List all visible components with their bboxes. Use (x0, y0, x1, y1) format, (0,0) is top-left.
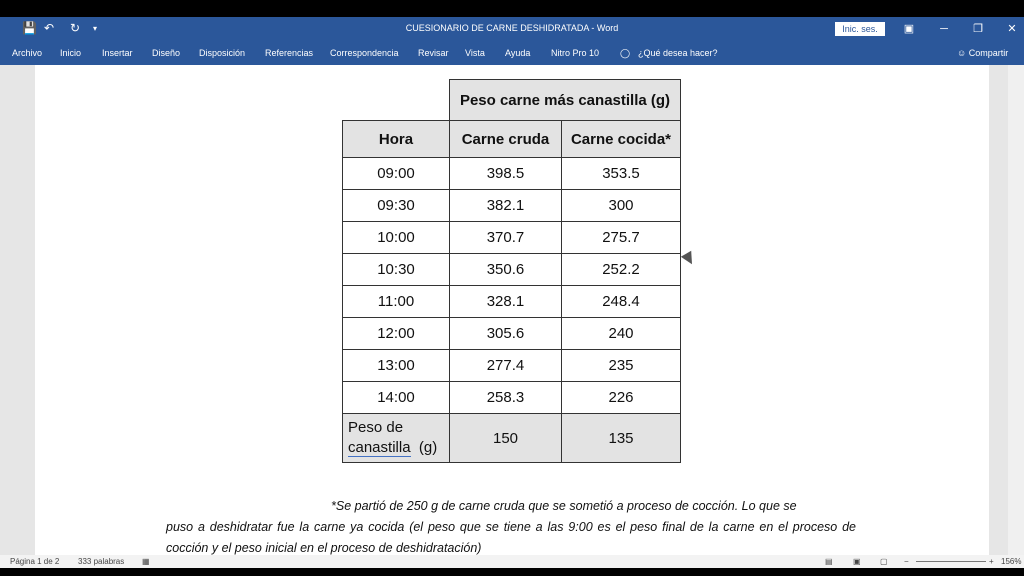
cell-hora: 09:00 (343, 158, 450, 190)
tell-me-search[interactable]: ¿Qué desea hacer? (638, 48, 718, 58)
cell-cruda: 398.5 (450, 158, 562, 190)
tab-insertar[interactable]: Insertar (102, 48, 133, 58)
cell-cocida: 252.2 (562, 254, 681, 286)
tab-correspondencia[interactable]: Correspondencia (330, 48, 399, 58)
cell-hora: 10:00 (343, 222, 450, 254)
cell-cruda: 258.3 (450, 382, 562, 414)
share-label: Compartir (968, 48, 1009, 58)
cell-hora: 11:00 (343, 286, 450, 318)
print-layout-icon[interactable]: ▣ (853, 557, 861, 566)
cell-cruda: 350.6 (450, 254, 562, 286)
footer-label-line1: Peso de (348, 419, 404, 436)
minimize-button[interactable]: ─ (940, 23, 948, 35)
tab-diseno[interactable]: Diseño (152, 48, 181, 58)
header-carne-cocida: Carne cocida* (562, 121, 681, 158)
web-layout-icon[interactable]: ▢ (880, 557, 888, 566)
document-title: CUESIONARIO DE CARNE DESHIDRATADA - Word (405, 23, 619, 33)
undo-icon[interactable]: ↶ (44, 21, 55, 35)
header-hora: Hora (343, 121, 450, 158)
data-table (342, 79, 681, 463)
cell-cruda: 305.6 (450, 318, 562, 350)
cell-hora: 12:00 (343, 318, 450, 350)
tab-ayuda[interactable]: Ayuda (505, 48, 531, 58)
letterbox-top (0, 0, 1024, 17)
tab-inicio[interactable]: Inicio (60, 48, 82, 58)
cell-cocida: 353.5 (562, 158, 681, 190)
table-row (343, 286, 681, 318)
cell-hora: 09:30 (343, 190, 450, 222)
person-icon: ☺ (957, 48, 969, 58)
share-button[interactable] (957, 48, 1008, 58)
tab-revisar[interactable]: Revisar (418, 48, 449, 58)
cell-cruda: 370.7 (450, 222, 562, 254)
table-row (343, 318, 681, 350)
tab-disposicion[interactable]: Disposición (199, 48, 246, 58)
table-corner-empty (343, 80, 450, 121)
table-row (343, 158, 681, 190)
cell-hora: 13:00 (343, 350, 450, 382)
ribbon-display-options-icon[interactable]: ▣ (903, 23, 915, 35)
footnote-paragraph (166, 496, 856, 559)
footnote-rest: puso a deshidratar fue la carne ya cocida (el peso que se tiene a las 9:00 es el peso final de la carne en el proceso de cocción y el peso inicial en el proceso de deshidratación) (166, 520, 856, 555)
footer-label-canastilla: canastilla (348, 439, 411, 456)
cell-cruda: 277.4 (450, 350, 562, 382)
table-row (343, 190, 681, 222)
cell-cocida: 240 (562, 318, 681, 350)
tab-nitro-pro[interactable]: Nitro Pro 10 (551, 48, 600, 58)
zoom-slider[interactable] (916, 561, 986, 562)
group-header: Peso carne más canastilla (g) (450, 80, 681, 121)
lightbulb-icon: ◯ (620, 48, 631, 58)
table-row (343, 222, 681, 254)
cell-cocida: 226 (562, 382, 681, 414)
page-count[interactable]: Página 1 de 2 (10, 557, 60, 566)
zoom-in-icon[interactable]: + (989, 557, 994, 566)
letterbox-bottom (0, 568, 1024, 576)
cell-cocida: 275.7 (562, 222, 681, 254)
cell-cocida: 235 (562, 350, 681, 382)
tab-vista[interactable]: Vista (465, 48, 485, 58)
save-icon[interactable]: 💾 (22, 21, 37, 35)
footer-cruda: 150 (450, 414, 562, 463)
tab-archivo[interactable]: Archivo (12, 48, 43, 58)
customize-toolbar-icon[interactable]: ▾ (93, 24, 98, 33)
table-row (343, 254, 681, 286)
footer-label-unit: (g) (418, 439, 438, 456)
read-mode-icon[interactable]: ▤ (825, 557, 833, 566)
word-count[interactable]: 333 palabras (78, 557, 125, 566)
cell-cruda: 328.1 (450, 286, 562, 318)
title-bar (0, 17, 1024, 41)
cell-hora: 10:30 (343, 254, 450, 286)
sign-in-button[interactable]: Inic. ses. (835, 22, 885, 36)
cell-cruda: 382.1 (450, 190, 562, 222)
document-workspace (0, 65, 1024, 555)
proofing-icon[interactable]: ▦ (142, 557, 150, 566)
footer-cocida: 135 (562, 414, 681, 463)
table-row (343, 350, 681, 382)
vertical-scrollbar[interactable] (1008, 65, 1024, 555)
table-footer-row (343, 414, 681, 463)
document-page[interactable] (35, 65, 989, 555)
zoom-level[interactable]: 156% (1001, 557, 1022, 566)
status-bar (0, 555, 1024, 568)
cell-cocida: 300 (562, 190, 681, 222)
redo-icon[interactable]: ↻ (70, 21, 81, 35)
footnote-line1: *Se partió de 250 g de carne cruda que se sometió a proceso de cocción. Lo que se (331, 499, 797, 513)
tab-referencias[interactable]: Referencias (265, 48, 314, 58)
header-carne-cruda: Carne cruda (450, 121, 562, 158)
close-button[interactable]: ✕ (1007, 23, 1017, 35)
cell-cocida: 248.4 (562, 286, 681, 318)
footer-label (343, 414, 450, 463)
zoom-out-icon[interactable]: − (904, 557, 909, 566)
cell-hora: 14:00 (343, 382, 450, 414)
ribbon-tabs (0, 41, 1024, 65)
restore-button[interactable]: ❐ (973, 23, 983, 35)
table-row (343, 382, 681, 414)
